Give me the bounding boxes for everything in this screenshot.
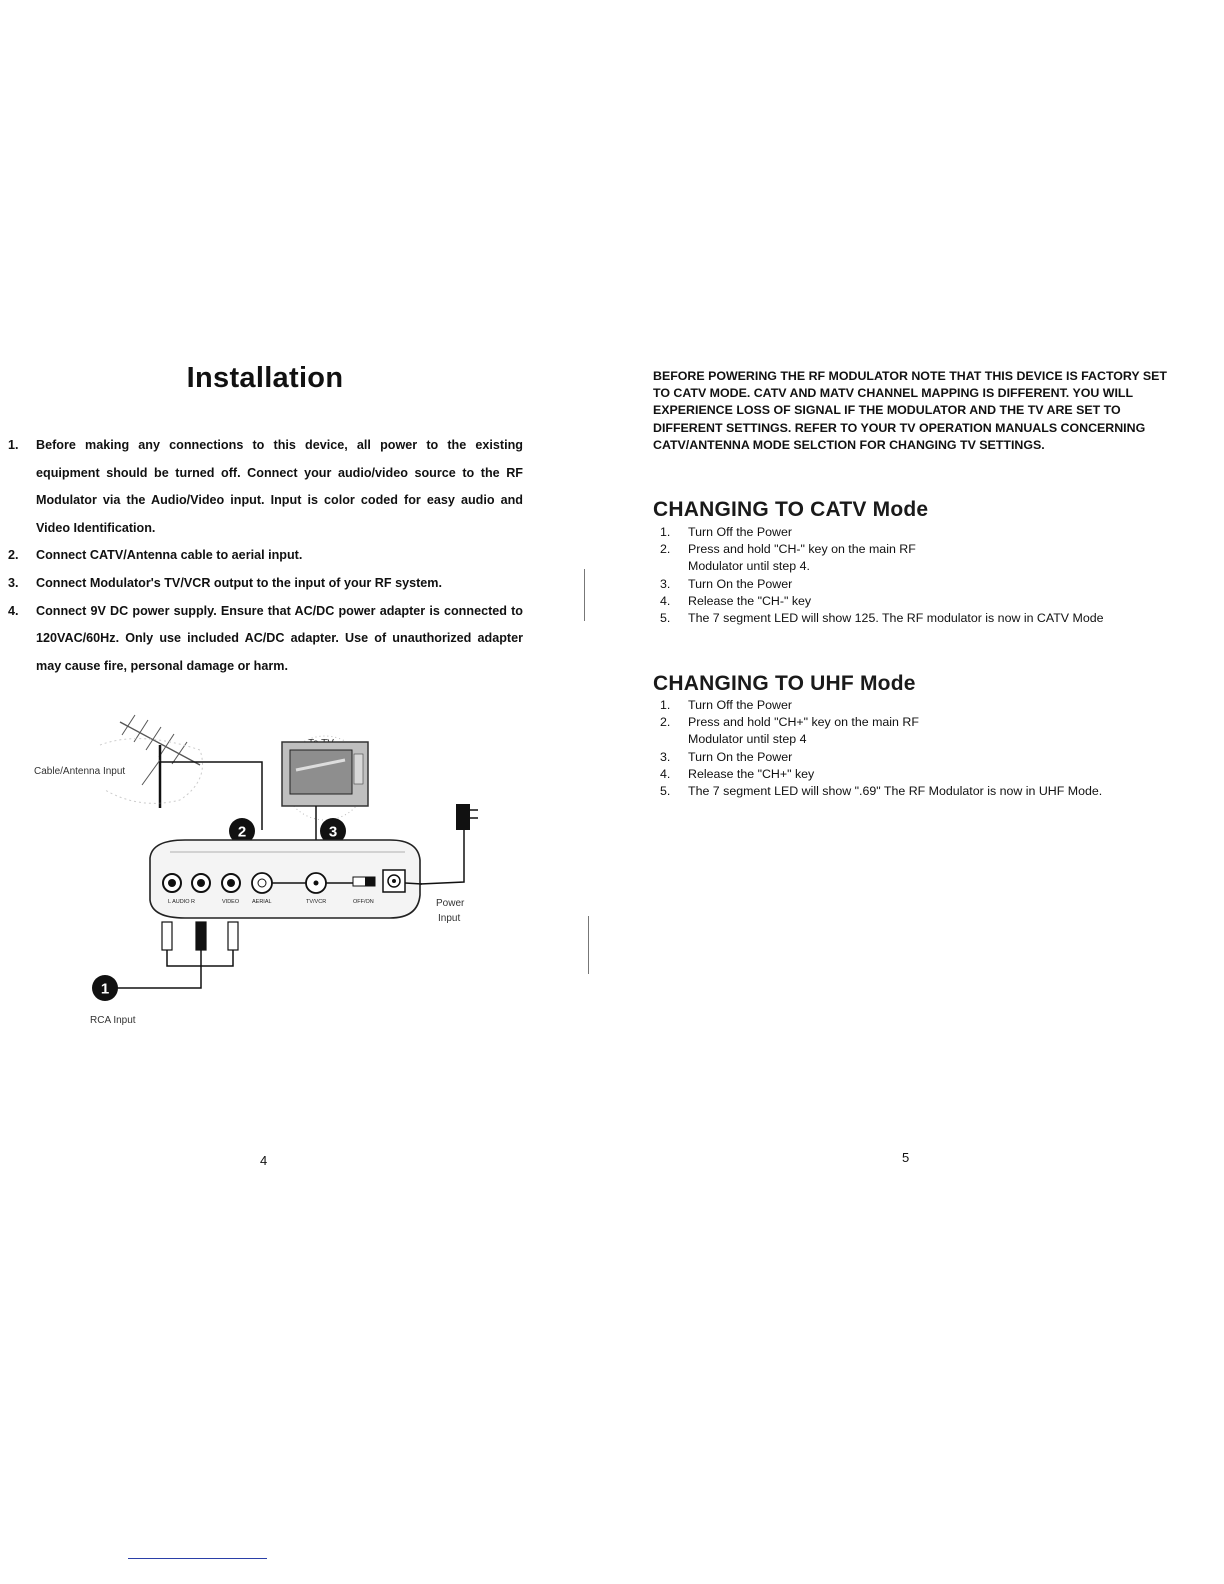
list-number: 2. [660,715,671,730]
list-text: Turn On the Power [688,749,793,764]
aerial-port-label: AERIAL [252,899,272,905]
page-title: Installation [186,362,344,394]
list-item [653,541,1173,575]
rca-cable-lines [116,950,233,988]
list-item [653,714,1173,748]
factory-setting-warning: BEFORE POWERING THE RF MODULATOR NOTE THAT THIS DEVICE IS FACTORY SET TO CATV MODE. CATV AND MATV CHANNEL MAPPING IS DIFFERENT. YOU WILL EXPERIENCE LOSS OF SIGNAL IF THE MODULATOR AND THE TV ARE SET TO DIFFERENT SETTINGS. REFER TO YOUR TV OPERATION MANUALS CONCERNING CATV/ANTENNA MODE SELCTION FOR CHANGING TV SETTINGS. [653,369,1168,452]
list-text: Turn On the Power [688,576,793,591]
power-label: Power [436,898,465,909]
video-port-label: VIDEO [222,899,240,905]
list-text: Turn Off the Power [688,525,792,539]
list-text: Turn Off the Power [688,698,792,712]
rca-cable-icon [162,922,238,950]
connection-diagram [34,690,560,1040]
rca-input-label: RCA Input [90,1015,136,1026]
power-input-label: Input [438,913,461,924]
step-number: 2. [8,548,19,563]
list-text: Release the "CH-" key [688,593,812,608]
step-text: Connect CATV/Antenna cable to aerial input. [36,548,303,563]
list-number: 5. [660,784,671,799]
audio-port-label: L AUDIO R [168,899,195,905]
page-number-left: 4 [260,1153,268,1168]
tvvcr-port-label: TV/VCR [306,899,327,905]
footer-rule [128,1558,267,1559]
callout-2-number: 2 [237,823,247,841]
step-item [8,598,523,681]
list-number: 1. [660,698,671,712]
tv-icon [282,736,368,820]
catv-steps [653,524,1173,627]
list-number: 3. [660,749,671,764]
step-item [8,542,523,570]
installation-steps [8,432,523,680]
uhf-steps [653,697,1173,800]
callout-1-number: 1 [100,980,110,998]
list-text: Modulator until step 4 [688,732,807,747]
cable-antenna-label: Cable/Antenna Input [34,766,126,777]
uhf-section-title: CHANGING TO UHF Mode [653,672,916,695]
list-item [653,593,1173,610]
list-number: 5. [660,611,671,626]
step-item [8,432,523,542]
step-text: Connect Modulator's TV/VCR output to the input of your RF system. [36,575,442,590]
list-number: 4. [660,766,671,781]
list-item [653,749,1173,766]
list-number: 3. [660,576,671,591]
step-text: Before making any connections to this device, all power to the existing equipment should be turned off. Connect your audio/video source to the RF Modulator via the Audio/Video input. Input is color coded for easy audio and Video Identification. [36,438,523,535]
binding-mark [588,916,589,974]
step-number: 1. [8,438,19,452]
list-item [653,783,1173,800]
step-number: 3. [8,575,19,590]
list-text: Modulator until step 4. [688,559,810,574]
list-item [653,697,1173,714]
list-text: Press and hold "CH-" key on the main RF [688,542,916,557]
page-number-right: 5 [902,1150,910,1165]
list-item [653,610,1173,627]
list-item [653,766,1173,783]
list-number: 4. [660,593,671,608]
list-text: The 7 segment LED will show ".69" The RF Modulator is now in UHF Mode. [688,784,1103,799]
offon-switch-label: OFF/ON [353,899,374,905]
rf-modulator-icon [150,840,422,918]
list-number: 2. [660,542,671,557]
list-text: The 7 segment LED will show 125. The RF modulator is now in CATV Mode [688,611,1104,626]
callout-3-number: 3 [328,823,338,841]
list-text: Press and hold "CH+" key on the main RF [688,715,919,730]
catv-section-title: CHANGING TO CATV Mode [653,498,929,521]
list-text: Release the "CH+" key [688,766,815,781]
list-number: 1. [660,525,671,539]
step-text: Connect 9V DC power supply. Ensure that AC/DC power adapter is connected to 120VAC/60Hz. Only use included AC/DC adapter. Use of unauthorized adapter may cause fire, personal damage or harm. [36,603,523,673]
power-adapter-icon [456,804,478,830]
step-item [8,570,523,598]
binding-mark [584,569,585,621]
list-item [653,524,1173,541]
list-item [653,576,1173,593]
step-number: 4. [8,603,19,618]
